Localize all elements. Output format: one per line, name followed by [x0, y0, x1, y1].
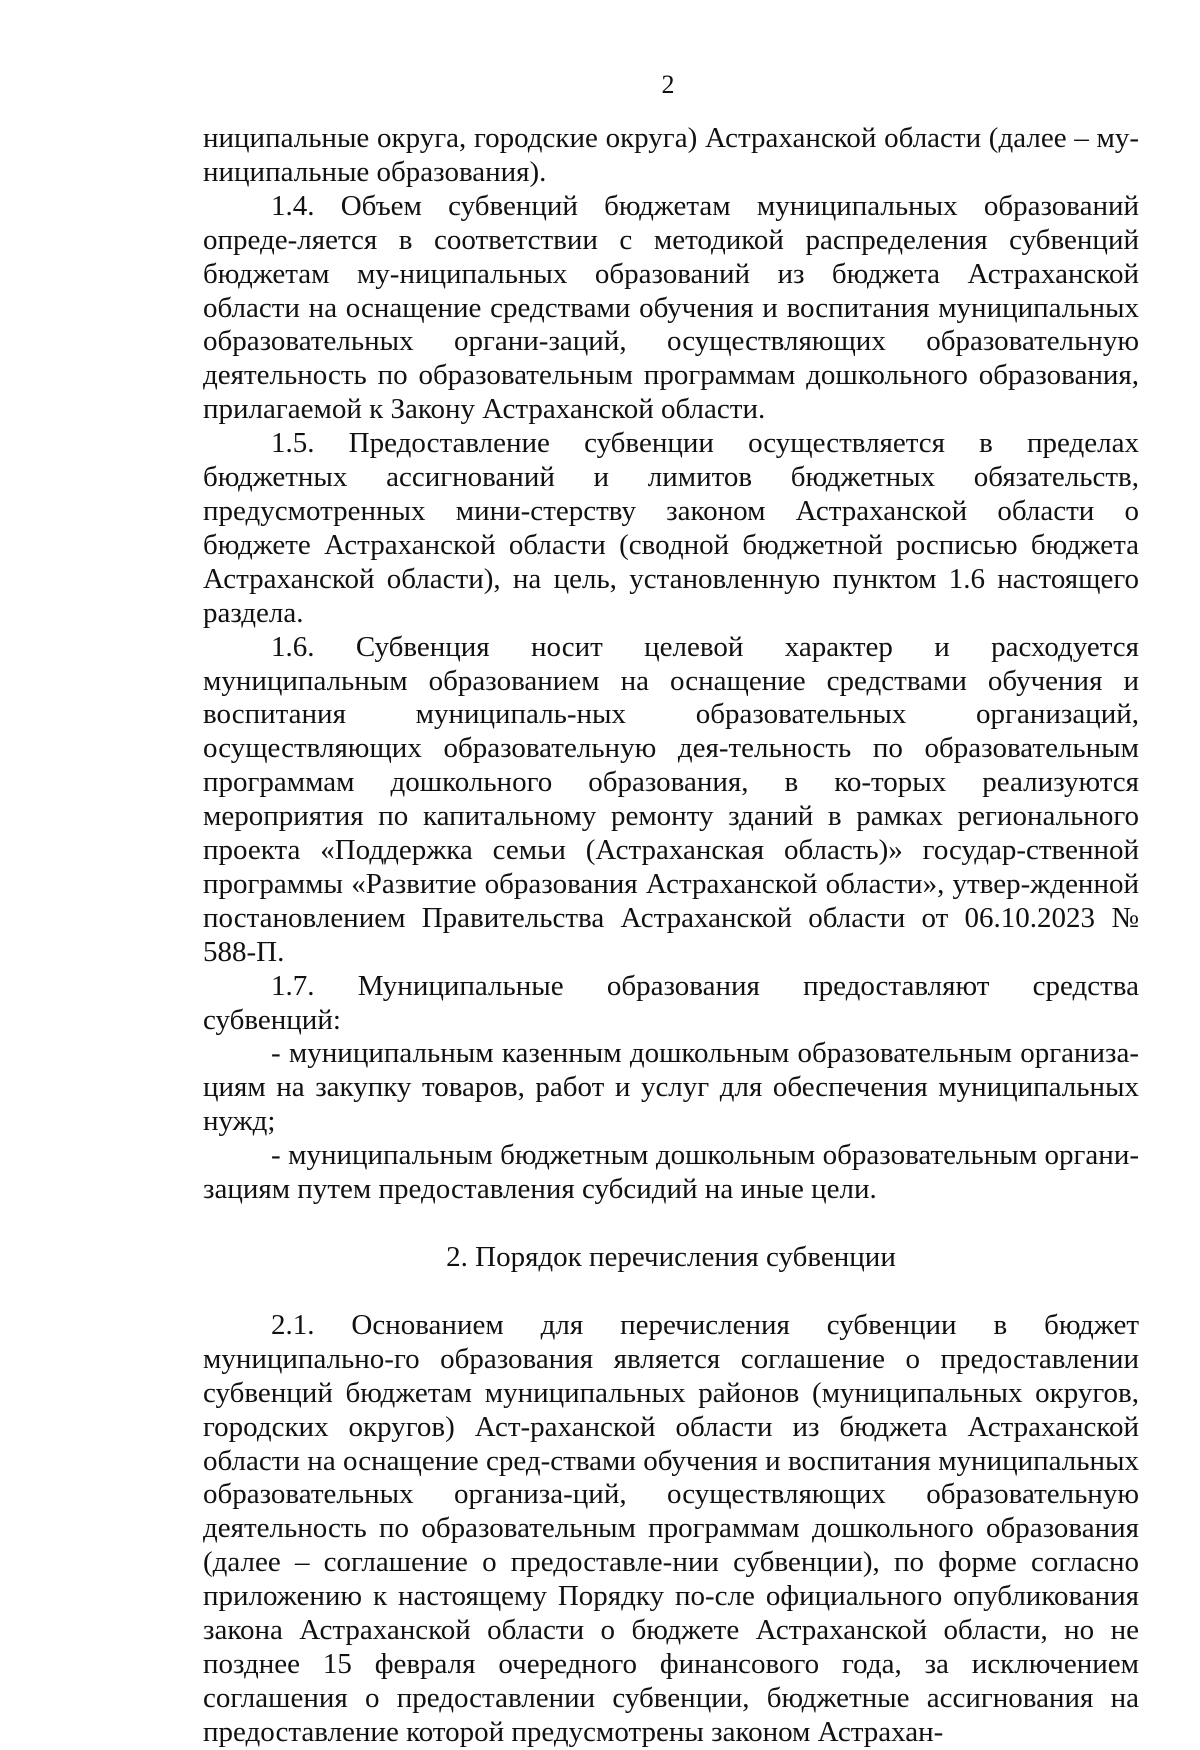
page-number: 2 — [661, 70, 675, 99]
paragraph-1-5: 1.5. Предоставление субвенции осуществляется в пределах бюджетных ассигнований и лимитов бюджетных обязательств, предусмотренных мини-стерству законом Астраханской области о бюджете Астраханской области (сводной бюджетной росписью бюджета Астраханской области), на цель, установленную пунктом 1.6 настоящего раздела. — [203, 427, 1139, 629]
paragraph-1-7: 1.7. Муниципальные образования предоставляют средства субвенций: — [203, 969, 1139, 1036]
paragraph-continuation: ниципальные округа, городские округа) Астраханской области (далее – му-ниципальные образования). — [203, 122, 1139, 188]
paragraph-2-1: 2.1. Основанием для перечисления субвенции в бюджет муниципально-го образования является соглашение о предоставлении субвенций бюджетам муниципальных районов (муниципальных округов, городских округов) Аст-раханской области из бюджета Астраханской области на оснащение сред-ствами обучения и воспитания муниципальных образовательных организа-ций, осуществляющих образовательную деятельность по образовательным программам дошкольного образования (далее – соглашение о предоставле-нии субвенции), по форме согласно приложению к настоящему Порядку по-сле официального опубликования закона Астраханской области о бюджете Астраханской области, но не позднее 15 февраля очередного финансового года, за исключением соглашения о предоставлении субвенции, бюджетные ассигнования на предоставление которой предусмотрены законом Астрахан- — [203, 1308, 1139, 1748]
paragraph-1-4: 1.4. Объем субвенций бюджетам муниципальных образований опреде-ляется в соответствии с методикой распределения субвенций бюджетам му-ниципальных образований из бюджета Астраханской области на оснащение средствами обучения и воспитания муниципальных образовательных органи-заций, осуществляющих образовательную деятельность по образовательным программам дошкольного образования, прилагаемой к Закону Астраханской области. — [203, 189, 1139, 426]
paragraph-1-7-item-a: - муниципальным казенным дошкольным образовательным организа-циям на закупку товаров, работ и услуг для обеспечения муниципальных нужд; — [203, 1037, 1139, 1138]
section-heading-2: 2. Порядок перечисления субвенции — [446, 1241, 896, 1273]
paragraph-1-7-item-b: - муниципальным бюджетным дошкольным образовательным органи-зациям путем предоставления субсидий на иные цели. — [203, 1139, 1139, 1206]
paragraph-1-6: 1.6. Субвенция носит целевой характер и расходуется муниципальным образованием на оснащение средствами обучения и воспитания муниципаль-ных образовательных организаций, осуществляющих образовательную дея-тельность по образовательным программам дошкольного образования, в ко-торых реализуются мероприятия по капитальному ремонту зданий в рамках регионального проекта «Поддержка семьи (Астраханская область)» государ-ственной программы «Развитие образования Астраханской области», утвер-жденной постановлением Правительства Астраханской области от 06.10.2023 № 588-П. — [203, 630, 1139, 968]
document-body — [203, 122, 1139, 1750]
